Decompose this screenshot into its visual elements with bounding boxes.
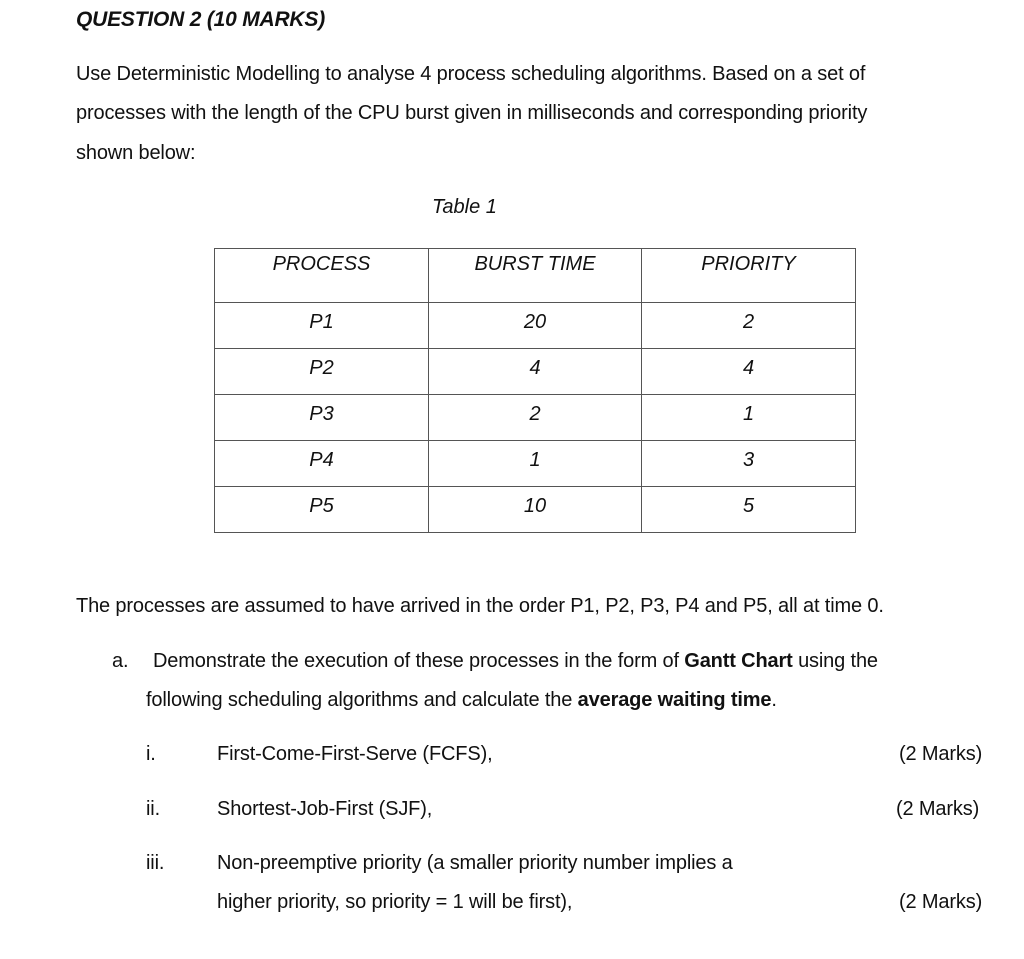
cell-priority: 5	[642, 487, 856, 533]
cell-priority: 3	[642, 441, 856, 487]
cell-process: P2	[215, 349, 429, 395]
part-a-line-2	[146, 689, 777, 712]
process-table	[214, 248, 856, 533]
part-a-line-1	[153, 650, 878, 673]
cell-burst-time: 10	[429, 487, 642, 533]
sub-item-text-priority-line-2: higher priority, so priority = 1 will be first),	[217, 891, 573, 913]
intro-line-1: Use Deterministic Modelling to analyse 4 process scheduling algorithms. Based on a set of	[76, 63, 866, 85]
sub-item-text-sjf: Shortest-Job-First (SJF),	[217, 798, 433, 820]
question-title: QUESTION 2 (10 MARKS)	[76, 8, 325, 31]
sub-item-marks-fcfs: (2 Marks)	[899, 743, 983, 765]
table-row	[215, 487, 856, 533]
sub-item-numeral-i: i.	[146, 743, 156, 765]
table-row	[215, 441, 856, 487]
intro-line-2: processes with the length of the CPU burst given in milliseconds and corresponding priority	[76, 102, 868, 124]
cell-burst-time: 20	[429, 303, 642, 349]
sub-item-text-fcfs: First-Come-First-Serve (FCFS),	[217, 743, 493, 765]
header-process: PROCESS	[215, 249, 429, 303]
part-a-line-1-tail: using the	[792, 650, 878, 672]
part-a-line-2-tail: .	[771, 689, 777, 711]
cell-burst-time: 4	[429, 349, 642, 395]
cell-burst-time: 1	[429, 441, 642, 487]
header-burst-time: BURST TIME	[429, 249, 642, 303]
sub-item-marks-sjf: (2 Marks)	[896, 798, 980, 820]
header-priority: PRIORITY	[642, 249, 856, 303]
arrival-note: The processes are assumed to have arrived in the order P1, P2, P3, P4 and P5, all at time 0.	[76, 595, 884, 617]
sub-item-marks-priority: (2 Marks)	[899, 891, 983, 913]
gantt-chart-emphasis: Gantt Chart	[684, 650, 793, 672]
cell-priority: 1	[642, 395, 856, 441]
cell-process: P1	[215, 303, 429, 349]
cell-process: P4	[215, 441, 429, 487]
table-caption: Table 1	[432, 196, 497, 218]
part-a-label: a.	[112, 650, 129, 672]
table-header-row	[215, 249, 856, 303]
sub-item-text-priority-line-1: Non-preemptive priority (a smaller priority number implies a	[217, 852, 733, 874]
cell-process: P3	[215, 395, 429, 441]
part-a-line-2-text: following scheduling algorithms and calculate the	[146, 689, 578, 711]
part-a-line-1-text: Demonstrate the execution of these processes in the form of	[153, 650, 685, 672]
intro-line-3: shown below:	[76, 142, 196, 164]
cell-process: P5	[215, 487, 429, 533]
table-row	[215, 303, 856, 349]
table-row	[215, 349, 856, 395]
average-waiting-time-emphasis: average waiting time	[577, 689, 772, 711]
table-row	[215, 395, 856, 441]
sub-item-numeral-ii: ii.	[146, 798, 160, 820]
cell-priority: 2	[642, 303, 856, 349]
cell-burst-time: 2	[429, 395, 642, 441]
cell-priority: 4	[642, 349, 856, 395]
sub-item-numeral-iii: iii.	[146, 852, 165, 874]
